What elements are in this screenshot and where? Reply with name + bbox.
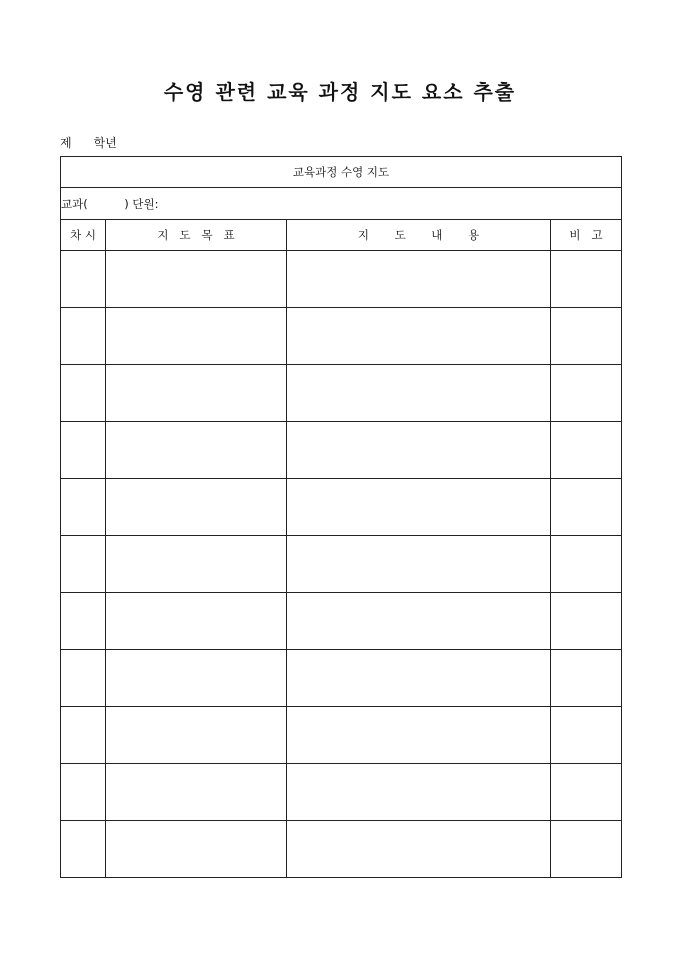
remarks-cell[interactable]	[551, 308, 622, 365]
remarks-cell[interactable]	[551, 764, 622, 821]
remarks-cell[interactable]	[551, 479, 622, 536]
session-cell[interactable]	[61, 251, 106, 308]
session-cell[interactable]	[61, 764, 106, 821]
table-row	[61, 593, 622, 650]
table-row	[61, 764, 622, 821]
content-cell[interactable]	[287, 536, 551, 593]
objective-cell[interactable]	[106, 707, 287, 764]
remarks-cell[interactable]	[551, 422, 622, 479]
objective-cell[interactable]	[106, 365, 287, 422]
session-cell[interactable]	[61, 707, 106, 764]
objective-cell[interactable]	[106, 650, 287, 707]
content-cell[interactable]	[287, 422, 551, 479]
table-row	[61, 365, 622, 422]
session-cell[interactable]	[61, 308, 106, 365]
objective-cell[interactable]	[106, 251, 287, 308]
column-content: 지 도 내 용	[287, 220, 551, 251]
content-cell[interactable]	[287, 593, 551, 650]
content-cell[interactable]	[287, 365, 551, 422]
session-cell[interactable]	[61, 536, 106, 593]
content-cell[interactable]	[287, 308, 551, 365]
remarks-cell[interactable]	[551, 593, 622, 650]
table-row	[61, 650, 622, 707]
curriculum-table	[60, 156, 622, 878]
content-cell[interactable]	[287, 764, 551, 821]
objective-cell[interactable]	[106, 536, 287, 593]
table-row	[61, 308, 622, 365]
objective-cell[interactable]	[106, 764, 287, 821]
content-cell[interactable]	[287, 707, 551, 764]
document-title: 수영 관련 교육 과정 지도 요소 추출	[163, 80, 517, 104]
objective-cell[interactable]	[106, 593, 287, 650]
table-row	[61, 536, 622, 593]
table-row	[61, 821, 622, 878]
table-row	[61, 422, 622, 479]
session-cell[interactable]	[61, 479, 106, 536]
content-cell[interactable]	[287, 821, 551, 878]
table-row	[61, 707, 622, 764]
grade-prefix: 제	[60, 136, 72, 150]
objective-cell[interactable]	[106, 479, 287, 536]
remarks-cell[interactable]	[551, 536, 622, 593]
content-cell[interactable]	[287, 251, 551, 308]
table-row	[61, 251, 622, 308]
remarks-cell[interactable]	[551, 650, 622, 707]
column-session: 차 시	[61, 220, 106, 251]
objective-cell[interactable]	[106, 308, 287, 365]
session-cell[interactable]	[61, 650, 106, 707]
remarks-cell[interactable]	[551, 707, 622, 764]
session-cell[interactable]	[61, 821, 106, 878]
grade-suffix: 학년	[93, 136, 117, 150]
column-remarks: 비 고	[551, 220, 622, 251]
session-cell[interactable]	[61, 593, 106, 650]
grade-line	[60, 134, 117, 151]
subject-unit-field[interactable]	[61, 188, 622, 220]
objective-cell[interactable]	[106, 821, 287, 878]
remarks-cell[interactable]	[551, 365, 622, 422]
remarks-cell[interactable]	[551, 821, 622, 878]
subject-unit-label: 교과( ) 단원:	[61, 196, 159, 211]
table-header: 교육과정 수영 지도	[61, 157, 622, 188]
content-cell[interactable]	[287, 650, 551, 707]
session-cell[interactable]	[61, 422, 106, 479]
content-cell[interactable]	[287, 479, 551, 536]
table-row	[61, 479, 622, 536]
objective-cell[interactable]	[106, 422, 287, 479]
session-cell[interactable]	[61, 365, 106, 422]
column-objective: 지 도 목 표	[106, 220, 287, 251]
remarks-cell[interactable]	[551, 251, 622, 308]
